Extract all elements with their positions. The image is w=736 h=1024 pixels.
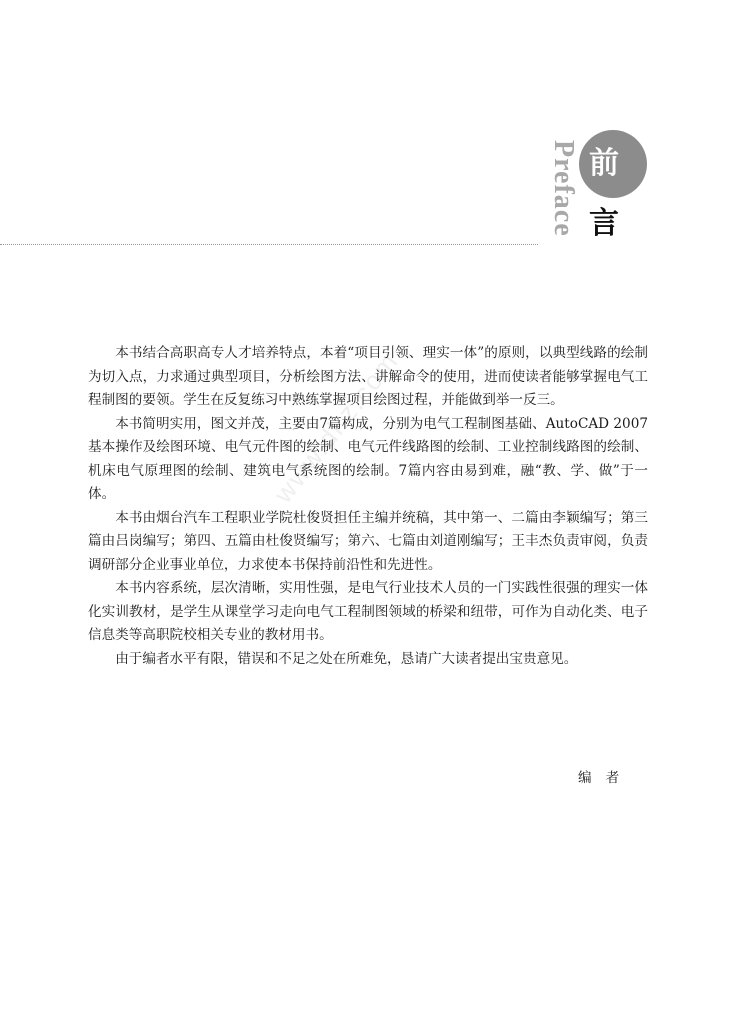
paragraph-3: 本书由烟台汽车工程职业学院杜俊贤担任主编并统稿，其中第一、二篇由李颖编写；第三篇由吕岗编写；第四、五篇由杜俊贤编写；第六、七篇由刘道刚编写；王丰杰负责审阅，负责调研部分企业事业单位，力求使本书保持前沿性和先进性。: [88, 509, 648, 573]
watermark-text: www.dl.z.com: [268, 345, 405, 509]
preface-english-title: Preface: [548, 140, 579, 237]
title-char-qian: 前: [589, 146, 619, 181]
paragraph-5: 由于编者水平有限，错误和不足之处在所难免，恳请广大读者提出宝贵意见。: [115, 650, 578, 667]
title-char-yan: 言: [589, 206, 619, 241]
paragraph-2: 本书简明实用，图文并茂，主要由7篇构成，分别为电气工程制图基础、AutoCAD 2007基本操作及绘图环境、电气元件图的绘制、电气元件线路图的绘制、工业控制线路图的绘制、机床电气原理图的绘制、建筑电气系统图的绘制。7篇内容由易到难，融“教、学、做”于一体。: [88, 415, 648, 502]
paragraph-1: 本书结合高职高专人才培养特点，本着“项目引领、理实一体”的原则，以典型线路的绘制为切入点，力求通过典型项目，分析绘图方法、讲解命令的使用，进而使读者能够掌握电气工程制图的要领。学生在反复练习中熟练掌握项目绘图过程，并能做到举一反三。: [88, 345, 648, 408]
author-signature: 编者: [578, 770, 634, 786]
paragraph-4: 本书内容系统，层次清晰，实用性强，是电气行业技术人员的一门实践性很强的理实一体化实训教材，是学生从课堂学习走向电气工程制图领域的桥梁和纽带，可作为自动化类、电子信息类等高职院校相关专业的教材用书。: [88, 580, 648, 643]
preface-body: [88, 342, 648, 671]
header-dotted-rule: [0, 244, 538, 245]
